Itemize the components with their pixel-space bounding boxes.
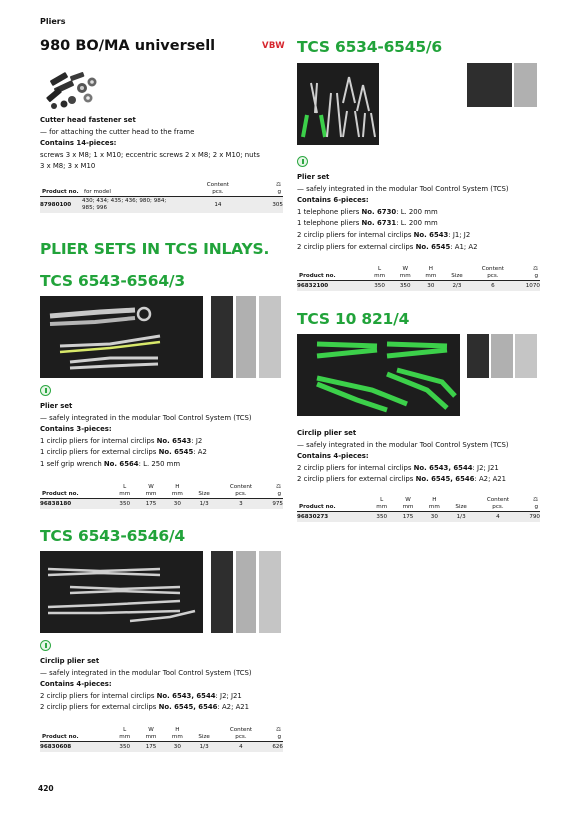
tcs-6543-4-title: TCS 6543-6546/4 (40, 527, 185, 545)
universell-models: 430; 434; 435; 436; 980; 984; 985; 996 (82, 196, 182, 213)
tcs-6543-4-spec-table: Product no. L mm W mm H mm Size Content pcs. ⚖ g 96830608 350 175 30 1/3 4 626 (40, 725, 283, 752)
tcs-10821-line-1: 2 circlip pliers for internal circlips No. 6543, 6544: J2; J21 (297, 463, 499, 472)
universell-spec-table (40, 180, 283, 213)
tcs-6543-3-item-title: Plier set (40, 402, 73, 410)
col-weight: ⚖ g (254, 180, 283, 196)
tcs-6534-product-no: 96832100 (297, 280, 367, 291)
tcs-6534-contains: Contains 6-pieces: (297, 196, 369, 205)
tcs-6543-3-product-no: 96838180 (40, 498, 112, 509)
tcs-6543-3-description: — safely integrated in the modular Tool Control System (TCS) (40, 413, 252, 422)
tcs-6543-3-line-2: 1 circlip pliers for external circlips No. 6545: A2 (40, 448, 207, 457)
section-heading: PLIER SETS IN TCS INLAYS. (40, 240, 270, 258)
universell-content: 14 (182, 196, 254, 213)
tcs-6534-description: — safely integrated in the modular Tool Control System (TCS) (297, 184, 509, 193)
universell-item-title: Cutter head fastener set (40, 116, 136, 124)
tcs-6543-4-contains: Contains 4-pieces: (40, 680, 112, 689)
tcs-6534-line-3: 2 circlip pliers for internal circlips No. 6543: J1; J2 (297, 230, 471, 239)
col-for-model: for model (82, 180, 182, 196)
col-content: Content pcs. (182, 180, 254, 196)
tcs-system-icon (40, 385, 51, 396)
tcs-6543-4-color-swatch (211, 551, 281, 633)
tcs-6543-3-color-swatch (211, 296, 281, 378)
tcs-6534-image (297, 63, 379, 145)
tcs-10821-contains: Contains 4-pieces: (297, 452, 369, 461)
universell-weight: 305 (254, 196, 283, 213)
tcs-6543-3-title: TCS 6543-6564/3 (40, 272, 185, 290)
fastener-set-image (42, 68, 102, 112)
tcs-6543-3-line-1: 1 circlip pliers for internal circlips No. 6543: J2 (40, 436, 203, 445)
tcs-system-icon (40, 640, 51, 651)
tcs-6543-4-line-2: 2 circlip pliers for external circlips No. 6545, 6546: A2; A21 (40, 703, 250, 712)
universell-line-1: screws 3 x M8; 1 x M10; eccentric screws 2 x M8; 2 x M10; nuts (40, 150, 260, 159)
tcs-6543-4-product-no: 96830608 (40, 741, 112, 752)
tcs-6543-4-description: — safely integrated in the modular Tool Control System (TCS) (40, 668, 252, 677)
brand-logo: VBW (262, 41, 285, 51)
tcs-6543-3-spec-table: Product no. L mm W mm H mm Size Content pcs. ⚖ g 96838180 350 175 30 1/3 3 975 (40, 482, 283, 509)
tcs-6543-4-item-title: Circlip plier set (40, 657, 100, 665)
universell-line-2: 3 x M8; 3 x M10 (40, 162, 96, 171)
tcs-10821-image (297, 334, 460, 416)
tcs-10821-line-2: 2 circlip pliers for external circlips No. 6545, 6546: A2; A21 (297, 475, 507, 484)
tcs-6534-line-4: 2 circlip pliers for external circlips No. 6545: A1; A2 (297, 242, 478, 251)
page-category: Pliers (40, 17, 66, 26)
tcs-6543-3-image (40, 296, 203, 378)
tcs-10821-product-no: 96830273 (297, 511, 369, 522)
universell-title: 980 BO/MA universell (40, 38, 216, 54)
tcs-6534-title: TCS 6534-6545/6 (297, 38, 442, 56)
tcs-6543-4-image (40, 551, 203, 633)
universell-contains: Contains 14-pieces: (40, 139, 117, 148)
tcs-6534-item-title: Plier set (297, 173, 330, 181)
page-number: 420 (38, 784, 54, 793)
tcs-6534-line-1: 1 telephone pliers No. 6730: L. 200 mm (297, 207, 438, 216)
tcs-6543-3-contains: Contains 3-pieces: (40, 425, 112, 434)
tcs-6543-4-line-1: 2 circlip pliers for internal circlips No. 6543, 6544: J2; J21 (40, 691, 242, 700)
tcs-6534-color-swatch (467, 63, 537, 107)
tcs-10821-color-swatch (467, 334, 537, 378)
tcs-6534-spec-table: Product no. L mm W mm H mm Size Content pcs. ⚖ g 96832100 350 350 30 2/3 6 1070 (297, 264, 540, 291)
tcs-6543-3-line-3: 1 self grip wrench No. 6564: L. 250 mm (40, 459, 181, 468)
tcs-10821-spec-table: Product no. L mm W mm H mm Size Content pcs. ⚖ g 96830273 350 175 30 1/3 4 790 (297, 495, 540, 522)
tcs-6534-line-2: 1 telephone pliers No. 6731: L. 200 mm (297, 219, 438, 228)
tcs-10821-item-title: Circlip plier set (297, 429, 357, 437)
tcs-10821-title: TCS 10 821/4 (297, 310, 410, 328)
universell-product-no: 87980100 (40, 196, 82, 213)
tcs-system-icon (297, 156, 308, 167)
universell-description: — for attaching the cutter head to the frame (40, 127, 195, 136)
tcs-10821-description: — safely integrated in the modular Tool Control System (TCS) (297, 440, 509, 449)
col-product-no: Product no. (40, 180, 82, 196)
